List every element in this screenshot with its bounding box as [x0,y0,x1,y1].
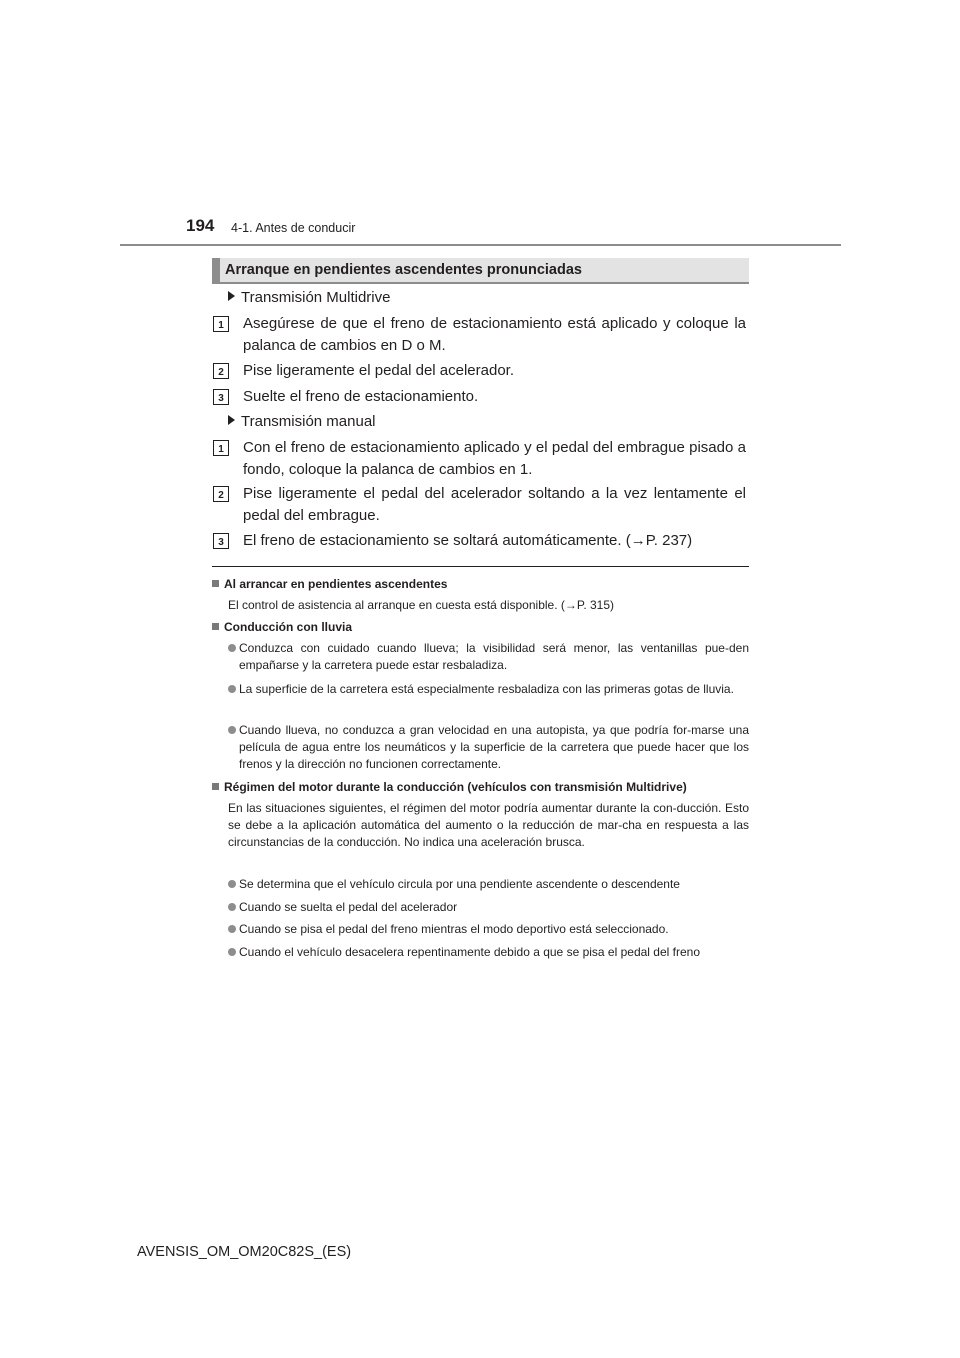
bullet-dot-icon [228,880,236,888]
list-item: Cuando se pisa el pedal del freno mientras el modo deportivo está seleccionado. [228,921,749,938]
bullet-dot-icon [228,726,236,734]
list-item: Cuando se suelta el pedal del acelerador [228,899,749,916]
bullet-dot-icon [228,685,236,693]
step-text: Pise ligeramente el pedal del acelerador. [243,362,515,379]
bullet-dot-icon [228,925,236,933]
document-footer: AVENSIS_OM_OM20C82S_(ES) [137,1244,352,1260]
subheading-manual: Transmisión manual [228,413,376,430]
list-item: Conduzca con cuidado cuando llueva; la visibilidad será menor, las ventanillas pue-den empañarse y la carretera puede estar resbaladiza. [228,640,749,674]
step-text: Pise ligeramente el pedal del acelerador soltando a la vez lentamente el pedal del embrague. [243,485,746,524]
list-item: Se determina que el vehículo circula por una pendiente ascendente o descendente [228,876,749,893]
step-number-icon: 2 [213,486,229,502]
step-text: Con el freno de estacionamiento aplicado y el pedal del embrague pisado a fondo, coloque la palanca de cambios en 1. [243,439,746,478]
bullet-dot-icon [228,948,236,956]
step-text: El freno de estacionamiento se soltará automáticamente. (→P. 237) [243,532,693,549]
subheading-multidrive: Transmisión Multidrive [228,289,390,306]
step-number-icon: 3 [213,389,229,405]
step-number-icon: 2 [213,363,229,379]
step-number-icon: 1 [213,440,229,456]
square-bullet-icon [212,580,219,587]
square-bullet-icon [212,623,219,630]
note-heading: Régimen del motor durante la conducción (vehículos con transmisión Multidrive) [212,780,687,794]
page-number: 194 [186,216,215,235]
bullet-dot-icon [228,903,236,911]
note-heading: Al arrancar en pendientes ascendentes [212,577,447,591]
bullet-dot-icon [228,644,236,652]
triangle-icon [228,291,235,301]
step-text: Asegúrese de que el freno de estacionamiento está aplicado y coloque la palanca de cambios en D o M. [243,315,746,354]
triangle-icon [228,415,235,425]
square-bullet-icon [212,783,219,790]
list-item: La superficie de la carretera está especialmente resbaladiza con las primeras gotas de lluvia. [228,681,749,698]
header-divider [120,244,841,246]
step-number-icon: 3 [213,533,229,549]
list-item: Cuando llueva, no conduzca a gran velocidad en una autopista, ya que podría for-marse una película de agua entre los neumáticos y la superficie de la carretera que puede hacer que los frenos y la dirección no funcionen correctamente. [228,722,749,773]
list-item: Cuando el vehículo desacelera repentinamente debido a que se pisa el pedal del freno [228,944,749,961]
note-text: En las situaciones siguientes, el régimen del motor podría aumentar durante la con-ducción. Esto se debe a la aplicación automática del aumento o la reducción de mar-cha en respuesta a las circunstancias de la conducción. No indica una aceleración brusca. [228,801,749,849]
notes-divider [212,566,749,567]
section-label: 4-1. Antes de conducir [231,221,356,235]
step-text: Suelte el freno de estacionamiento. [243,388,479,405]
heading-accent [212,258,220,284]
section-heading [212,258,749,284]
note-heading: Conducción con lluvia [212,620,352,634]
step-number-icon: 1 [213,316,229,332]
note-text: El control de asistencia al arranque en cuesta está disponible. (→P. 315) [228,598,615,612]
section-heading-title: Arranque en pendientes ascendentes pronunciadas [225,262,582,278]
